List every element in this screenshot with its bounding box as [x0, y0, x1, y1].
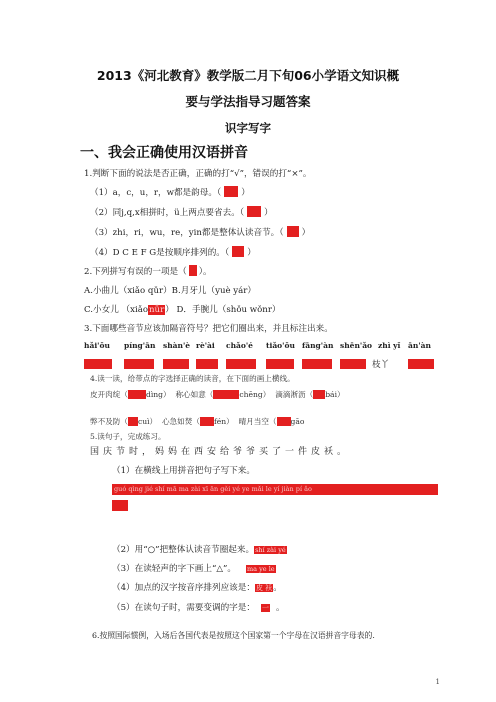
q2-option-c-post: ） D．手腕儿（shǒu wǒnr） [165, 305, 281, 315]
q4-pinyin: gāo [290, 417, 305, 426]
q3-pinyin-6: tiǎo'ǒu [266, 341, 295, 350]
q5-sub5-answer: 一 [261, 604, 269, 612]
q3-answer-highlight [302, 359, 332, 369]
answer-mark [313, 390, 325, 399]
doc-title-line1: 2013《河北教育》教学版二月下旬06小学语文知识概 [96, 68, 400, 83]
q2-option-c-pre: C.小女儿 （xiǎo [84, 305, 148, 315]
q1-item-close: ） [301, 228, 311, 238]
q2-answer-highlight: nǚr [149, 305, 165, 315]
q3-char-label: 枝丫 [372, 360, 390, 370]
question-2-text: 2.下列拼写有误的一项是（ [84, 267, 187, 277]
q1-item-1 [90, 186, 250, 198]
doc-subtitle: 识字写字 [225, 121, 271, 135]
q5-sub2-text: （2）用“○”把整体认读音节圈起来。 [112, 545, 255, 555]
q4-phrase: 弊不及防（ [90, 417, 128, 426]
q4-phrase: 皮开肉绽（ [90, 390, 128, 399]
q3-answer-highlight [196, 359, 218, 369]
answer-mark [189, 265, 197, 276]
q3-pinyin-10: ān'àn [408, 341, 431, 350]
q2-option-cd [84, 303, 281, 315]
q5-sub3-answer: ma ye le [247, 565, 275, 573]
q4-phrase: 心急如焚（ [161, 417, 200, 426]
q5-sub4-end: 。 [273, 583, 282, 593]
q5-sub3-text: （3）在读轻声的字下画上“△”。 [112, 564, 236, 574]
q4-pinyin: chēng） [239, 390, 271, 399]
q3-pinyin-9: zhì yǐ [378, 341, 401, 350]
q4-pinyin: fén） [213, 417, 234, 426]
q4-row-1 [90, 389, 345, 400]
q3-answer-highlight [226, 359, 256, 369]
q3-answer-highlight [163, 359, 189, 369]
q1-item-4-text: （4）D C E F G是按顺序排列的。（ [90, 248, 230, 258]
answer-mark [287, 226, 299, 237]
q3-pinyin-2: píng'ān [124, 341, 156, 350]
q3-pinyin-7: fāng'àn [302, 341, 334, 350]
q1-item-4 [90, 246, 256, 258]
answer-mark [277, 417, 291, 426]
q4-pinyin: cuì） [137, 417, 158, 426]
question-4: 4.读一读，给带点的字选择正确的读音，在下面的画上横线。 [90, 374, 295, 383]
q4-phrase: 晴月当空（ [238, 417, 277, 426]
q5-sentence: 国庆节时，妈妈在西安给爷爷买了一件皮袄。 [90, 447, 351, 457]
q5-sub5-text: （5）在读句子时，需要变调的字是： [112, 603, 255, 613]
section-heading-1: 一、我会正确使用汉语拼音 [80, 145, 248, 161]
q1-item-1-text: （1）a，c，u，r，w都是韵母。（ [90, 188, 222, 198]
question-5: 5.读句子，完成练习。 [90, 432, 166, 441]
q3-answer-highlight [84, 359, 112, 369]
q4-row-2 [90, 416, 305, 427]
q3-answer-highlight [124, 359, 154, 369]
question-1: 1.判断下面的说法是否正确，正确的打“√”，错误的打“×”。 [84, 169, 312, 179]
answer-mark [213, 390, 239, 399]
q3-pinyin-4: rè'ài [196, 341, 215, 350]
question-3: 3.下面哪些音节应该加隔音符号？把它们圈出来，并且标注出来。 [84, 324, 333, 334]
q1-item-close: ） [241, 188, 250, 198]
q5-sub-5 [112, 601, 285, 613]
q3-answer-highlight [408, 359, 434, 369]
q1-item-3 [90, 226, 310, 238]
q4-pinyin: dìng） [145, 390, 171, 399]
q4-phrase: 称心如意（ [175, 390, 214, 399]
answer-mark [224, 186, 238, 197]
q4-pinyin: bái） [325, 390, 345, 399]
answer-mark [200, 417, 214, 426]
q1-item-close: ） [247, 248, 256, 258]
q3-pinyin-3: shàn'è [163, 341, 191, 350]
answer-mark [128, 417, 138, 426]
q5-sub2-answer: shí zài yé [255, 546, 286, 554]
q5-sub4-answer: 皮 袄 [255, 584, 273, 592]
q5-sub-4 [112, 581, 282, 593]
q5-sub1-answer-cont [112, 500, 128, 511]
q5-sub1-answer-text: guó qìng jié shí mā ma zài xī ān gěi yé ye mǎi le yí jiàn pí ǎo [114, 485, 312, 493]
q3-answer-highlight [266, 359, 294, 369]
q5-sub5-end: 。 [275, 603, 285, 613]
q2-option-ab: A.小曲儿（xiǎo qǔr）B.月牙儿（yuè yár） [84, 286, 256, 296]
q3-answer-highlight [340, 359, 366, 369]
page-number: 1 [435, 678, 440, 686]
answer-mark [128, 390, 146, 399]
q3-pinyin-5: chǎo'é [226, 341, 253, 350]
q5-sub1-answer [112, 484, 438, 495]
q5-sub-3 [112, 562, 276, 574]
q4-phrase: 滴滴淅沥（ [275, 390, 314, 399]
answer-mark [247, 206, 261, 217]
q3-pinyin-8: shēn'ǎo [340, 341, 373, 350]
q5-sub-1: （1）在横线上用拼音把句子写下来。 [112, 466, 255, 476]
q1-item-close: ） [264, 208, 273, 218]
q5-sub4-text: （4）加点的汉字按音序排列应该是： [112, 583, 255, 593]
answer-mark [232, 246, 244, 257]
question-2-close: ）。 [198, 267, 212, 277]
q3-pinyin-1: hǎi'ǒu [84, 341, 110, 350]
q1-item-2 [90, 206, 273, 218]
question-2 [84, 265, 212, 277]
question-6: 6.按照国际惯例，入场后各国代表是按照这个国家第一个字母在汉语拼音字母表的. [92, 631, 375, 640]
q5-sub-2 [112, 543, 287, 555]
doc-title-line2: 要与学法指导习题答案 [185, 94, 311, 109]
q1-item-2-text: （2）同j,q,x相拼时，ü上两点要省去。（ [90, 208, 245, 218]
q1-item-3-text: （3）zhi，ri，wu，re，yin都是整体认读音节。（ [90, 228, 284, 238]
